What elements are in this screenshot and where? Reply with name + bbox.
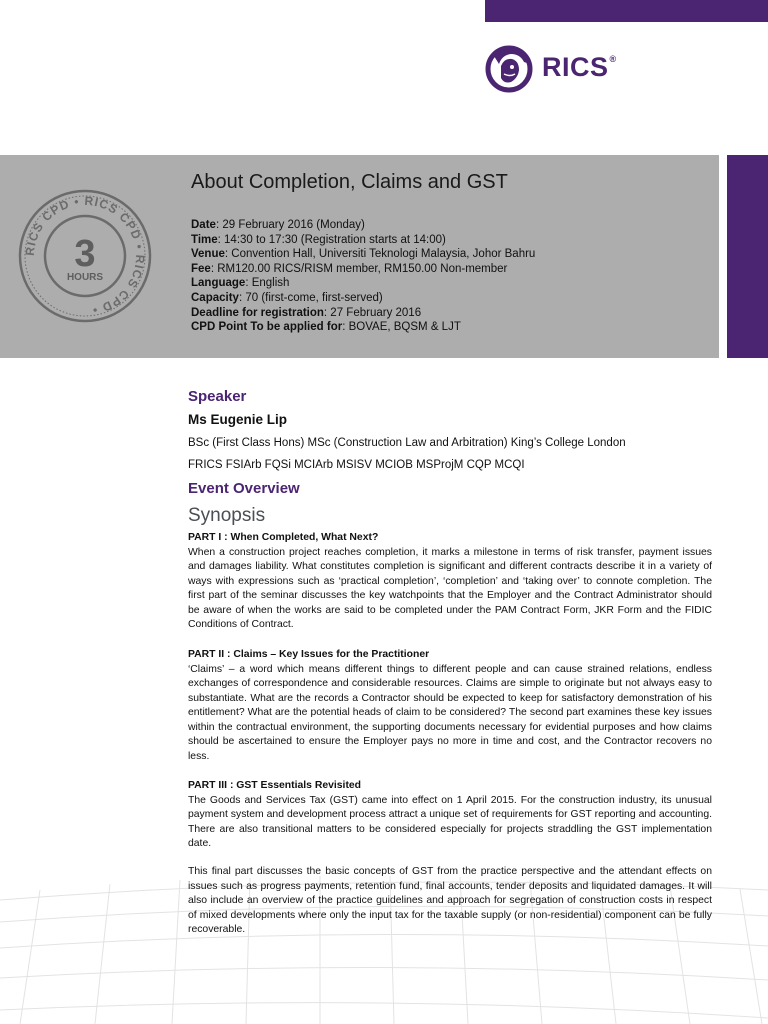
synopsis-part-1 [188, 531, 712, 633]
top-purple-bar [485, 0, 768, 22]
part-3-text: The Goods and Services Tax (GST) came into effect on 1 April 2015. For the construction industry, its unusual payment system and development process attract a unique set of requirements for GST reporting and accounting. There are also transitional matters to be considered especially for projects straddling the GST implementation date. [188, 794, 712, 849]
speaker-name: Ms Eugenie Lip [188, 412, 288, 427]
logo-wordmark: RICS® [542, 52, 617, 82]
detail-deadline: Deadline for registration: 27 February 2016 [191, 306, 422, 319]
part-2-title: PART II : Claims – Key Issues for the Practitioner [188, 649, 430, 660]
side-purple-bar [727, 155, 768, 358]
part-1-title: PART I : When Completed, What Next? [188, 532, 379, 543]
detail-venue: Venue: Convention Hall, Universiti Teknologi Malaysia, Johor Bahru [191, 248, 536, 261]
part-1-text: When a construction project reaches completion, it marks a milestone in terms of risk transfer, payment issues and damages liability. What constitutes completion is significant and different contracts describe it in a variety of ways with expressions such as ‘practical completion’, ‘completion’ and ‘taking over’ to connote completion. The first part of the seminar discusses the key watchpoints that the Employer and the Contract Administrator should be aware of when the works are said to be completed under the PAM Contract Form, JKR Form and the FIDIC Conditions of Contract. [188, 546, 712, 630]
event-details [191, 218, 535, 335]
event-title: About Completion, Claims and GST [191, 171, 508, 193]
lion-head-icon [484, 42, 536, 94]
event-overview-heading: Event Overview [188, 480, 300, 497]
synopsis-part-3-continued: This final part discusses the basic concepts of GST from the practice perspective and the attendant effects on issues such as progress payments, retention fund, final accounts, tender deposits and liquidated damages. It will also include an overview of the practice guidelines and approach for segregation of construction costs in respect of mixed developments where only the input tax for the taxable supply (or non-residential) component can be fully recoverable. [188, 866, 712, 935]
rics-logo [484, 42, 644, 94]
speaker-qualifications-line-2: FRICS FSIArb FQSi MCIArb MSISV MCIOB MSProjM CQP MCQI [188, 459, 525, 471]
detail-capacity: Capacity: 70 (first-come, first-served) [191, 291, 383, 304]
cpd-stamp-icon [17, 188, 153, 324]
speaker-qualifications-line-1: BSc (First Class Hons) MSc (Construction Law and Arbitration) King’s College London [188, 437, 626, 449]
synopsis-heading: Synopsis [188, 505, 266, 526]
synopsis-part-2 [188, 648, 712, 764]
stamp-hours-number: 3 [74, 233, 96, 275]
synopsis-part-3 [188, 779, 712, 852]
detail-cpd-point: CPD Point To be applied for: BOVAE, BQSM & LJT [191, 321, 461, 334]
part-3-title: PART III : GST Essentials Revisited [188, 780, 362, 791]
detail-fee: Fee: RM120.00 RICS/RISM member, RM150.00 Non-member [191, 262, 508, 275]
detail-date: Date: 29 February 2016 (Monday) [191, 219, 365, 231]
detail-time: Time: 14:30 to 17:30 (Registration starts at 14:00) [191, 233, 446, 246]
part-2-text: ‘Claims’ – a word which means different things to different people and can cause strained relations, endless exchanges of correspondence and considerable resources. Claims are simple to originate but not always easy to substantiate. What are the records a Contractor should be expected to keep for satisfactory demonstration of his entitlement? What are the potential heads of claim to be considered? The second part examines these key issues within the contractual environment, the supporting documents necessary for evidential purposes and how claims should be ascertained to ensure the Employer pays no more in time and cost, and the Contractor recovers no less. [188, 663, 712, 762]
stamp-hours-label: HOURS [66, 272, 104, 283]
detail-language: Language: English [191, 277, 290, 290]
speaker-heading: Speaker [188, 388, 247, 405]
stamp-ring-text: RICS CPD • RICS CPD • RICS CPD • [22, 193, 148, 318]
